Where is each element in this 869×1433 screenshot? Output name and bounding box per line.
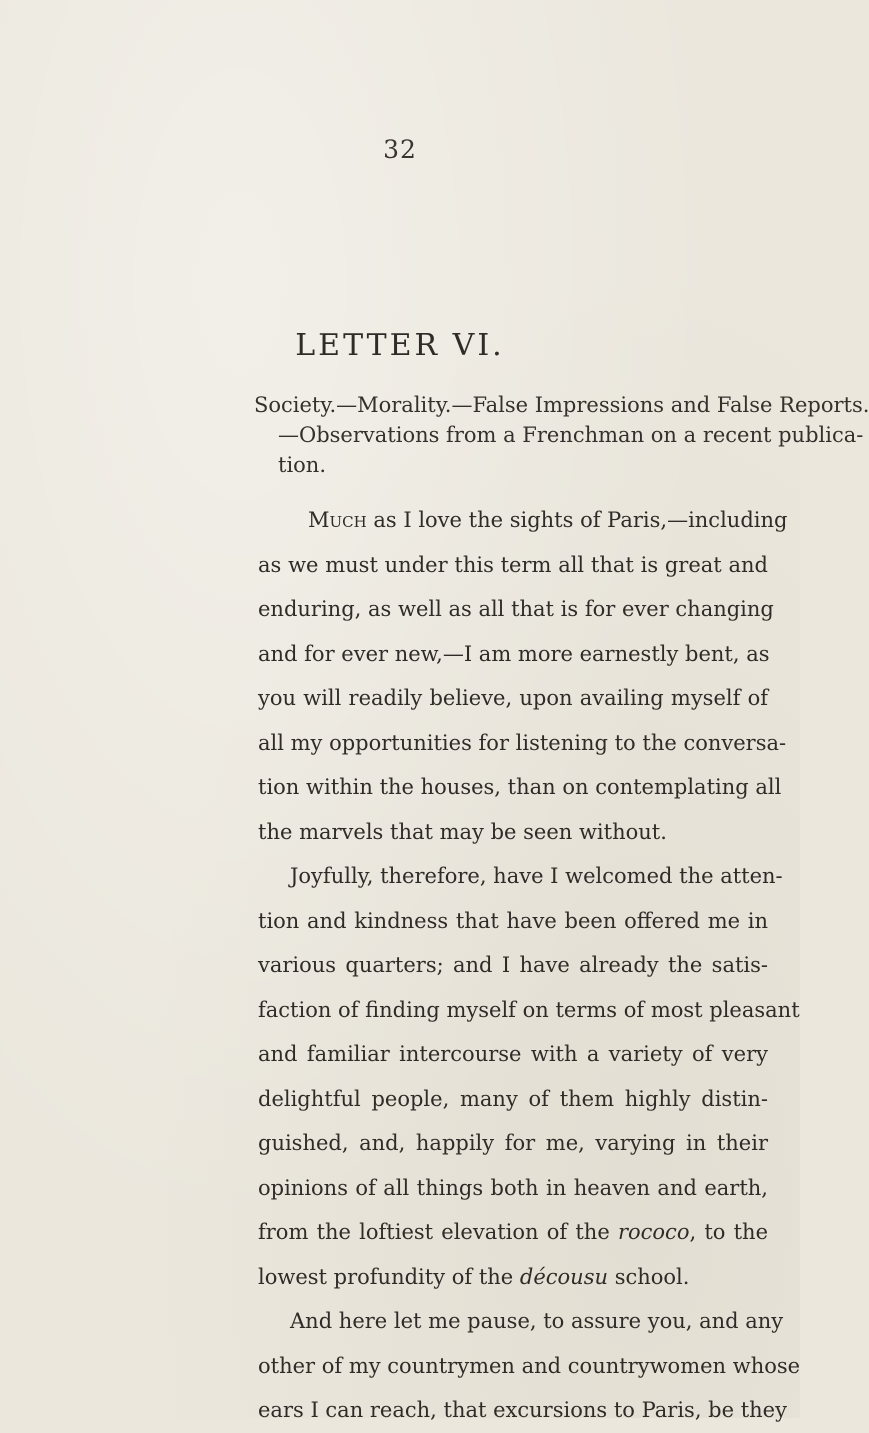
body-line: tion within the houses, than on contemplating all <box>258 775 782 799</box>
body-line: you will readily believe, upon availing myself of <box>258 686 768 710</box>
body-line: other of my countrymen and countrywomen whose <box>258 1353 801 1378</box>
body-line: ears I can reach, that excursions to Paris, be they <box>258 1398 787 1422</box>
drop-word: Much <box>308 508 367 532</box>
body-line: enduring, as well as all that is for ever changing <box>258 597 774 621</box>
body-line: all my opportunities for listening to the conversa- <box>258 730 787 755</box>
body-line: from the loftiest elevation of the rococo, to the <box>258 1220 769 1244</box>
italic-term: décousu <box>519 1264 609 1289</box>
body-line: and familiar intercourse with a variety of very <box>258 1042 768 1066</box>
body-line: as we must under this term all that is great and <box>258 552 768 577</box>
body-line: and for ever new,—I am more earnestly bent, as <box>258 641 770 666</box>
body-line: delightful people, many of them highly distin- <box>258 1086 768 1111</box>
synopsis-line: tion. <box>278 453 326 477</box>
body-line: And here let me pause, to assure you, and any <box>290 1309 784 1333</box>
letter-body <box>258 498 801 1433</box>
body-line: the marvels that may be seen without. <box>258 819 667 844</box>
chapter-synopsis <box>254 390 869 480</box>
letter-title: LETTER VI. <box>295 328 505 363</box>
body-line: faction of finding myself on terms of most pleasant <box>258 997 800 1022</box>
body-line: guished, and, happily for me, varying in their <box>258 1131 768 1155</box>
italic-term: rococo <box>617 1220 690 1244</box>
page-number: 32 <box>383 135 417 164</box>
body-line: opinions of all things both in heaven and earth, <box>258 1175 768 1200</box>
body-line: various quarters; and I have already the satis- <box>258 953 768 977</box>
synopsis-line: Society.—Morality.—False Impressions and False Reports. <box>254 393 869 417</box>
body-line: Joyfully, therefore, have I welcomed the atten- <box>290 864 783 888</box>
synopsis-line: —Observations from a Frenchman on a recent publica- <box>278 423 864 447</box>
body-line: lowest profundity of the décousu school. <box>258 1264 690 1289</box>
body-line: Much as I love the sights of Paris,—including <box>308 508 788 532</box>
body-line: tion and kindness that have been offered me in <box>258 908 768 933</box>
